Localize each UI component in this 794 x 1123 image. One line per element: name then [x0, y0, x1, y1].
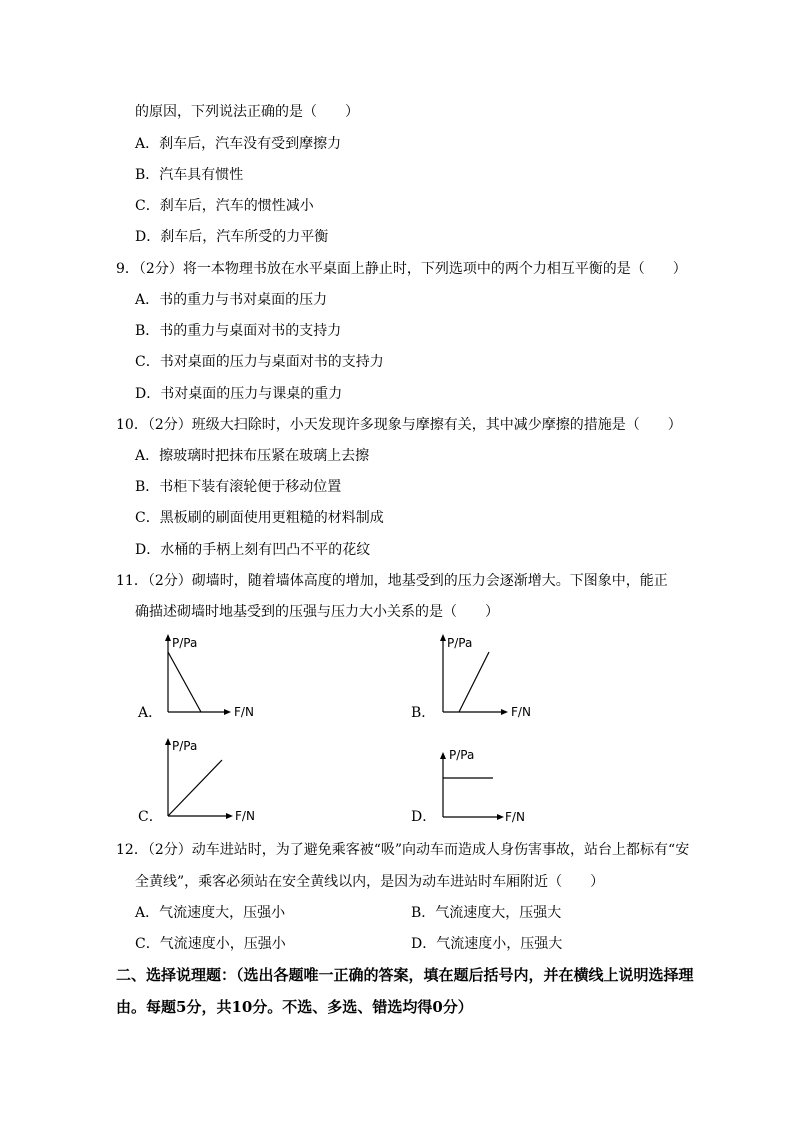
- q11-graph-a: [150, 632, 260, 722]
- x-axis-label: F/N: [505, 810, 525, 824]
- q12-option-d: D．气流速度小，压强大: [411, 936, 563, 952]
- q9-option-d: D．书对桌面的压力与课桌的重力: [135, 386, 343, 402]
- q12-stem-line2: 全黄线”，乘客必须站在安全黄线以内，是因为动车进站时车厢附近（ ）: [135, 874, 605, 890]
- graph-line: [459, 652, 489, 712]
- q11-graph-c: [150, 734, 265, 824]
- q12-option-a: A．气流速度大，压强小: [135, 905, 286, 921]
- graph-line: [168, 760, 222, 816]
- y-axis-arrow: [165, 738, 171, 745]
- q9-option-c: C．书对桌面的压力与桌面对书的支持力: [135, 354, 384, 370]
- q12-stem-line1: 12．（2分）动车进站时，为了避免乘客被“吸”向动车而造成人身伤害事故，站台上都标有“安: [116, 842, 690, 858]
- q10-option-d: D．水桶的手柄上刻有凹凸不平的花纹: [135, 542, 371, 558]
- x-axis-arrow: [226, 813, 233, 819]
- q8-option-c: C．刹车后，汽车的惯性减小: [135, 198, 314, 214]
- q10-option-a: A．擦玻璃时把抹布压紧在玻璃上去擦: [135, 448, 370, 464]
- x-axis-label: F/N: [511, 705, 531, 719]
- q9-option-b: B．书的重力与桌面对书的支持力: [135, 323, 342, 339]
- q10-stem: 10．（2分）班级大扫除时，小天发现许多现象与摩擦有关，其中减少摩擦的措施是（ ）: [116, 417, 682, 433]
- q12-option-c: C．气流速度小，压强小: [135, 936, 286, 952]
- x-axis-label: F/N: [234, 705, 254, 719]
- x-axis-label: F/N: [235, 809, 255, 823]
- q8-option-d: D．刹车后，汽车所受的力平衡: [135, 229, 329, 245]
- q9-stem: 9．（2分）将一本物理书放在水平桌面上静止时，下列选项中的两个力相互平衡的是（ ）: [116, 261, 687, 277]
- q11-stem-line1: 11．（2分）砌墙时，随着墙体高度的增加，地基受到的压力会逐渐增大。下图象中，能正: [116, 573, 668, 589]
- q11-stem-line2: 确描述砌墙时地基受到的压强与压力大小关系的是（ ）: [135, 604, 499, 620]
- q10-option-c: C．黑板刷的刷面使用更粗糙的材料制成: [135, 510, 384, 526]
- section2-heading-line2: 由。每题5分，共10分。不选、多选、错选均得0分）: [116, 998, 473, 1016]
- y-axis-label: P/Pa: [172, 739, 198, 753]
- q8-stem-tail: 的原因，下列说法正确的是（ ）: [135, 104, 359, 120]
- y-axis-arrow: [165, 634, 171, 641]
- y-axis-label: P/Pa: [172, 636, 198, 650]
- q11-graph-a-option-label: A．: [138, 705, 163, 721]
- q11-graph-c-option-label: C．: [138, 809, 163, 825]
- q11-graph-b-option-label: B．: [411, 705, 436, 721]
- x-axis-arrow: [501, 709, 508, 715]
- q10-option-b: B．书柜下装有滚轮便于移动位置: [135, 479, 342, 495]
- x-axis-arrow: [497, 814, 504, 820]
- y-axis-label: P/Pa: [449, 748, 475, 762]
- y-axis-label: P/Pa: [447, 636, 473, 650]
- q8-option-b: B．汽车具有惯性: [135, 167, 244, 183]
- y-axis-arrow: [440, 752, 446, 759]
- q11-graph-d: [425, 738, 540, 828]
- graph-line: [168, 652, 201, 712]
- section2-heading-line1: 二、选择说理题：（选出各题唯一正确的答案，填在题后括号内，并在横线上说明选择理: [116, 966, 694, 984]
- q8-option-a: A．刹车后，汽车没有受到摩擦力: [135, 136, 342, 152]
- y-axis-arrow: [440, 634, 446, 641]
- q11-graph-b: [425, 632, 540, 722]
- q9-option-a: A．书的重力与书对桌面的压力: [135, 292, 328, 308]
- q12-option-b: B．气流速度大，压强大: [411, 905, 562, 921]
- q11-graph-d-option-label: D．: [411, 809, 437, 825]
- x-axis-arrow: [224, 709, 231, 715]
